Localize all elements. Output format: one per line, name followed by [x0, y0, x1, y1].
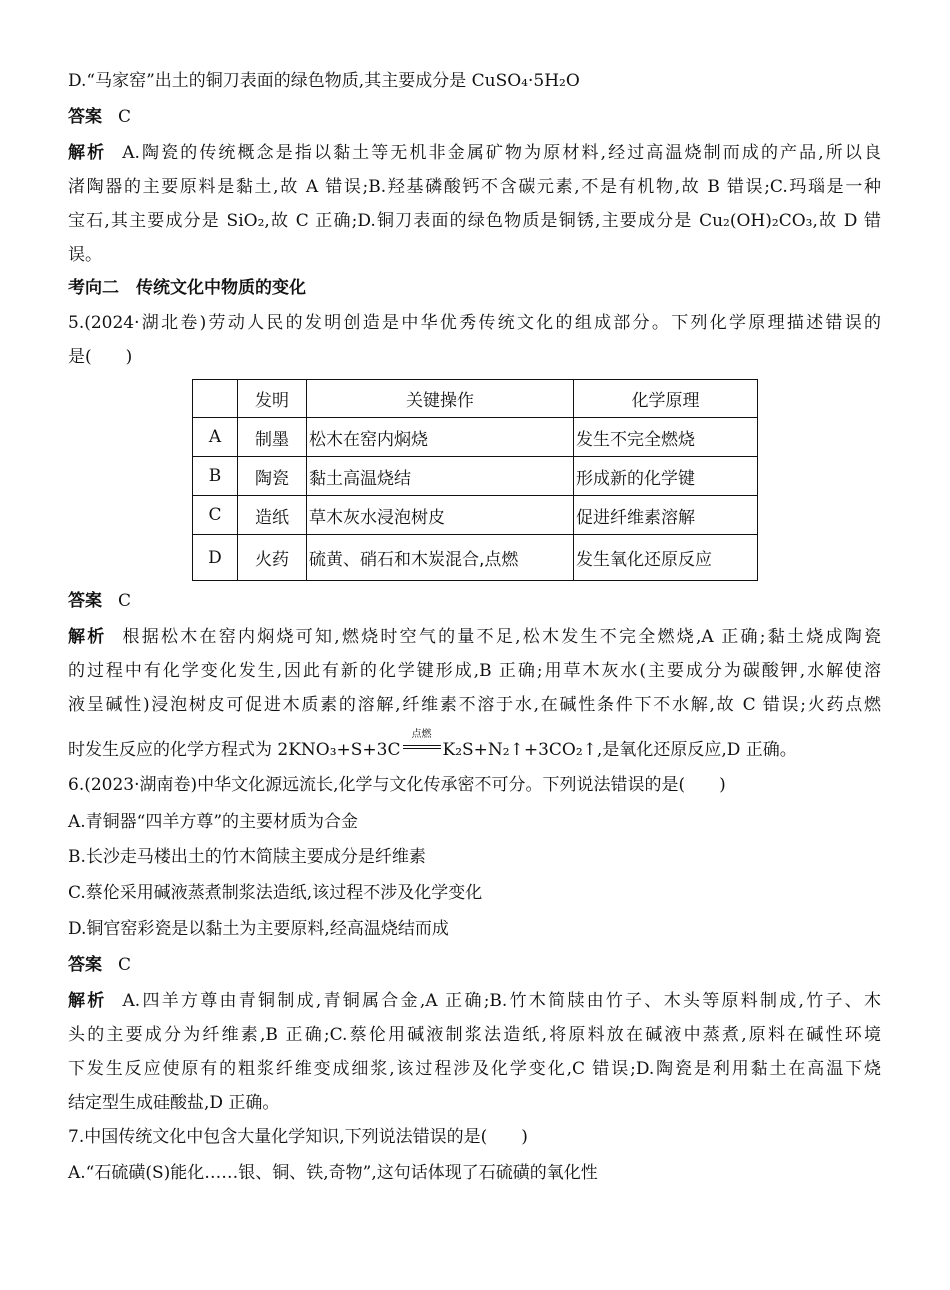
answer-value: C [118, 107, 132, 127]
table-cell: 发生不完全燃烧 [574, 418, 758, 457]
table-cell: 火药 [238, 535, 307, 581]
table-cell: 黏土高温烧结 [307, 457, 574, 496]
q5-analysis-line-1 [68, 625, 881, 649]
table-cell: D [193, 535, 238, 581]
q7-option-a: A.“石硫磺(S)能化……银、铜、铁,奇物”,这句话体现了石硫磺的氧化性 [68, 1163, 598, 1183]
table-cell: A [193, 418, 238, 457]
answer-label: 答案 [68, 955, 102, 975]
q6-analysis-line-4: 结定型生成硅酸盐,D 正确。 [68, 1093, 280, 1113]
q5-stem-line-2: 是( ) [68, 347, 133, 367]
q6-option-c: C.蔡伦采用碱液蒸煮制浆法造纸,该过程不涉及化学变化 [68, 883, 483, 903]
table-header-cell: 化学原理 [574, 380, 758, 418]
answer-value: C [118, 955, 132, 975]
table-header-row [193, 380, 758, 418]
answer-value: C [118, 591, 132, 611]
answer-label: 答案 [68, 591, 102, 611]
q6-analysis-line-2: 头的主要成分为纤维素,B 正确;C.蔡伦用碱液制浆法造纸,将原料放在碱液中蒸煮,原料在碱性环境 [68, 1025, 881, 1045]
q5-analysis-line-2: 的过程中有化学变化发生,因此有新的化学键形成,B 正确;用草木灰水(主要成分为碳酸钾,水解使溶 [68, 661, 881, 681]
table-cell: 制墨 [238, 418, 307, 457]
table-cell: 草木灰水浸泡树皮 [307, 496, 574, 535]
table-cell: 陶瓷 [238, 457, 307, 496]
analysis-label: 解析 [68, 627, 107, 647]
q5-stem-line-1: 5.(2024·湖北卷)劳动人民的发明创造是中华优秀传统文化的组成部分。下列化学原理描述错误的 [68, 313, 881, 333]
q6-option-a: A.青铜器“四羊方尊”的主要材质为合金 [68, 812, 359, 832]
table-row [193, 418, 758, 457]
reaction-condition: 点燃 [403, 741, 441, 755]
section-title: 考向二 传统文化中物质的变化 [68, 278, 306, 298]
q5-analysis-equation-line: 时发生反应的化学方程式为 2KNO₃+S+3C 点燃 K₂S+N₂↑+3CO₂↑,是氧化还原反应,D 正确。 [68, 729, 797, 760]
q4-option-d: D.“马家窑”出土的铜刀表面的绿色物质,其主要成分是 CuSO₄·5H₂O [68, 71, 580, 91]
table-cell: 松木在窑内焖烧 [307, 418, 574, 457]
q4-answer [68, 105, 131, 129]
analysis-label: 解析 [68, 991, 107, 1011]
q6-option-b: B.长沙走马楼出土的竹木简牍主要成分是纤维素 [68, 847, 426, 867]
q4-analysis-line-4: 误。 [68, 245, 102, 265]
q5-table [192, 379, 758, 581]
q6-analysis-line-3: 下发生反应使原有的粗浆纤维变成细浆,该过程涉及化学变化,C 错误;D.陶瓷是利用黏土在高温下烧 [68, 1059, 881, 1079]
table-cell: 硫黄、硝石和木炭混合,点燃 [307, 535, 574, 581]
table-header-cell: 发明 [238, 380, 307, 418]
table-row [193, 535, 758, 581]
q5-analysis-line-3: 液呈碱性)浸泡树皮可促进木质素的溶解,纤维素不溶于水,在碱性条件下不水解,故 C 错误;火药点燃 [68, 695, 881, 715]
table-header-cell: 关键操作 [307, 380, 574, 418]
analysis-text: A.四羊方尊由青铜制成,青铜属合金,A 正确;B.竹木简牍由竹子、木头等原料制成,竹子、木 [122, 991, 881, 1011]
q7-stem: 7.中国传统文化中包含大量化学知识,下列说法错误的是( ) [68, 1127, 528, 1147]
q6-stem: 6.(2023·湖南卷)中华文化源远流长,化学与文化传承密不可分。下列说法错误的是( ) [68, 775, 726, 795]
table-cell: B [193, 457, 238, 496]
table-cell: 造纸 [238, 496, 307, 535]
analysis-label: 解析 [68, 143, 107, 163]
q5-answer [68, 589, 131, 613]
q6-option-d: D.铜官窑彩瓷是以黏土为主要原料,经高温烧结而成 [68, 919, 449, 939]
q4-analysis-line-3: 宝石,其主要成分是 SiO₂,故 C 正确;D.铜刀表面的绿色物质是铜锈,主要成分是 Cu₂(OH)₂CO₃,故 D 错 [68, 211, 881, 231]
table-row [193, 496, 758, 535]
table-cell: 发生氧化还原反应 [574, 535, 758, 581]
answer-label: 答案 [68, 107, 102, 127]
q4-analysis-line-2: 渚陶器的主要原料是黏土,故 A 错误;B.羟基磷酸钙不含碳元素,不是有机物,故 B 错误;C.玛瑙是一种 [68, 177, 881, 197]
table-row [193, 457, 758, 496]
q6-answer [68, 953, 131, 977]
table-header-cell [193, 380, 238, 418]
table-cell: 促进纤维素溶解 [574, 496, 758, 535]
q4-analysis-line-1 [68, 141, 881, 165]
table-cell: C [193, 496, 238, 535]
table-cell: 形成新的化学键 [574, 457, 758, 496]
analysis-text: 根据松木在窑内焖烧可知,燃烧时空气的量不足,松木发生不完全燃烧,A 正确;黏土烧成陶瓷 [122, 627, 881, 647]
q6-analysis-line-1 [68, 989, 881, 1013]
analysis-text: A.陶瓷的传统概念是指以黏土等无机非金属矿物为原材料,经过高温烧制而成的产品,所以良 [122, 143, 881, 163]
